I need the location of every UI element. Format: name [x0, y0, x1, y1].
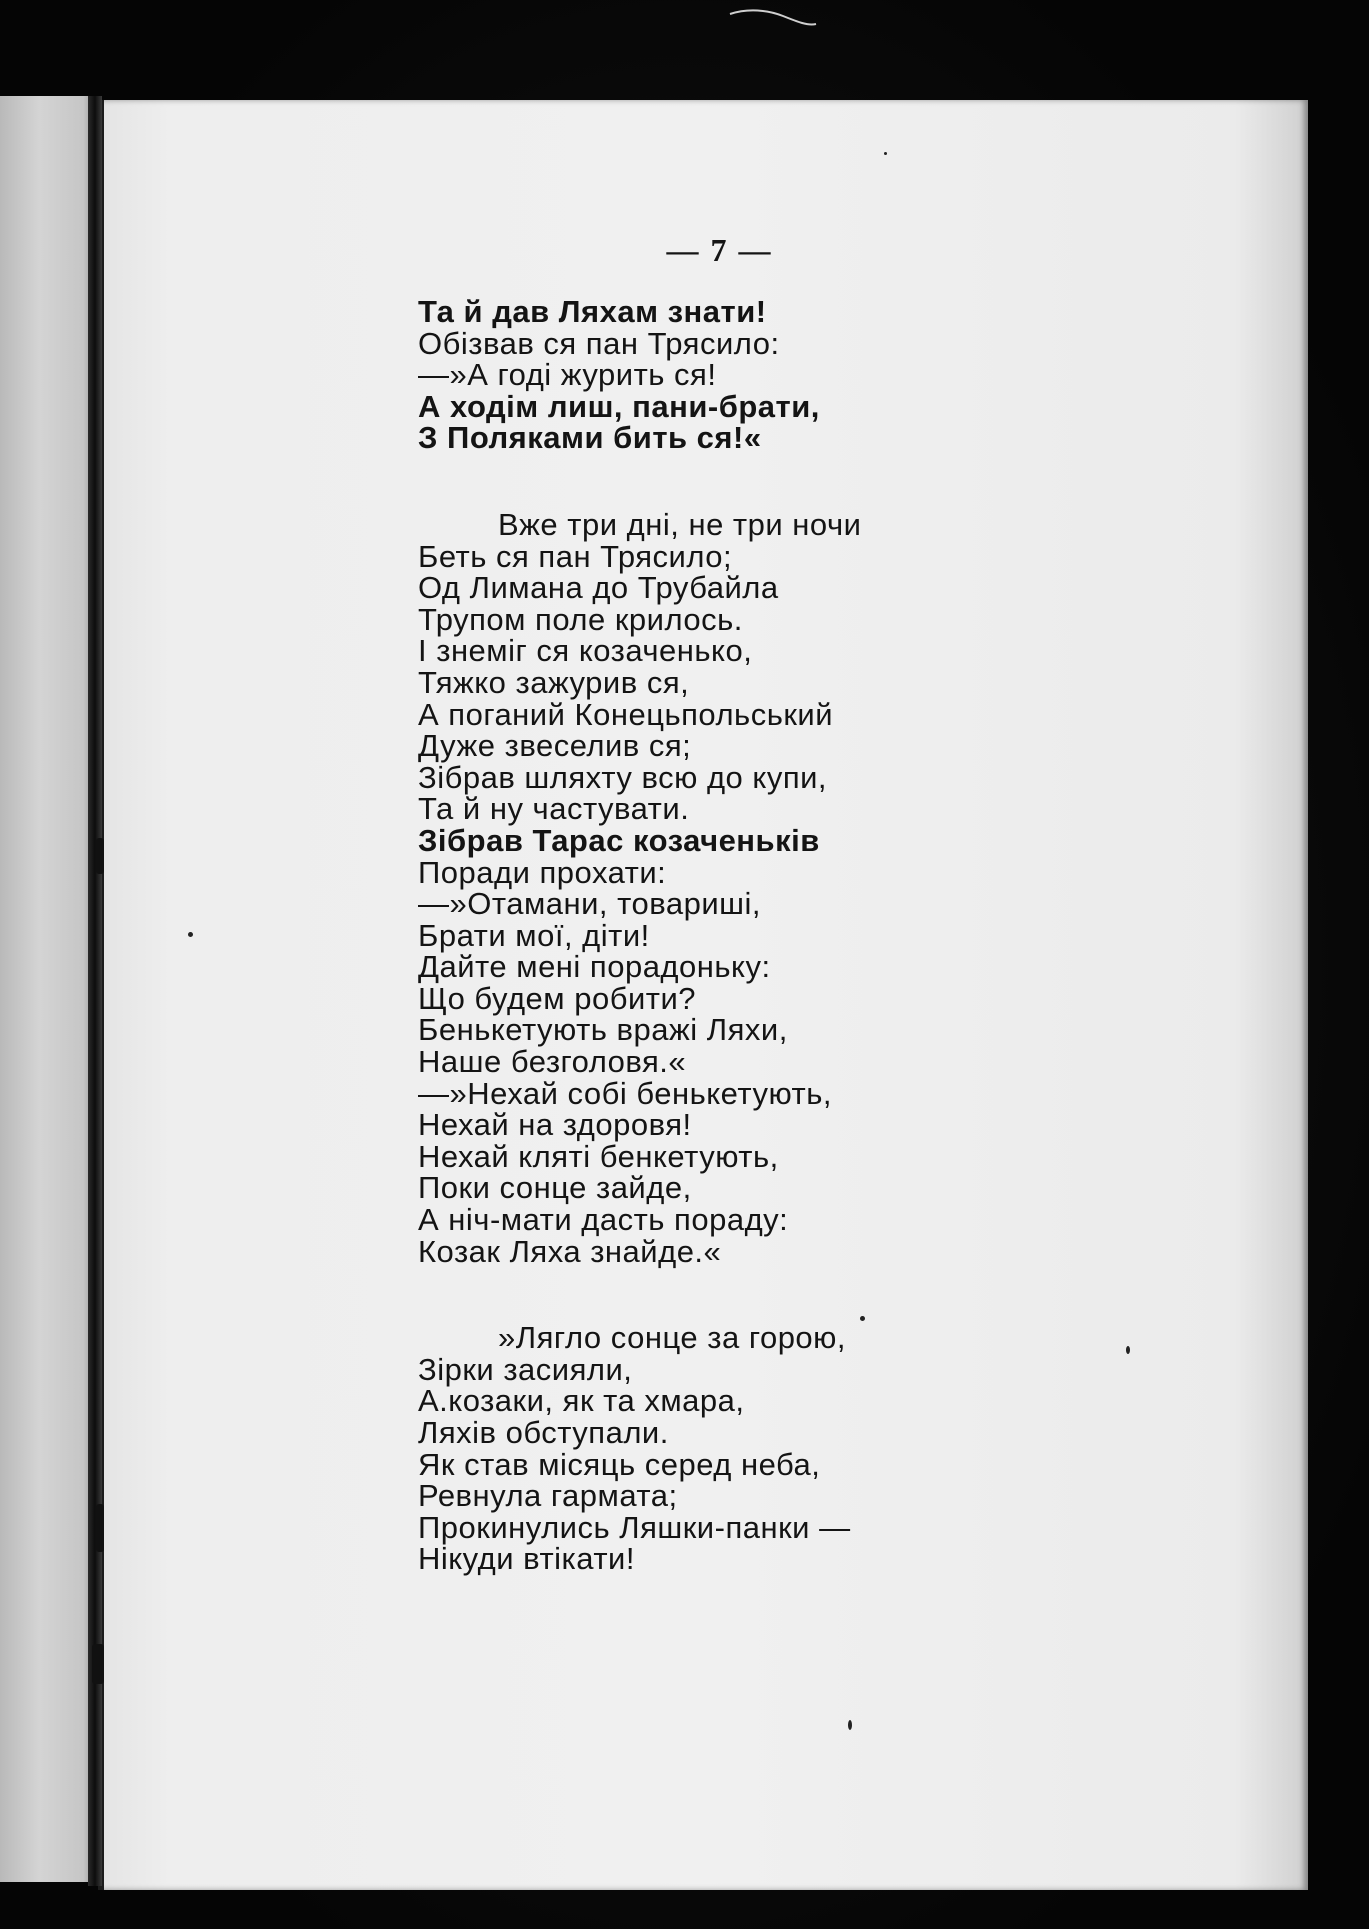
poem-line: Бенькетують вражі Ляхи, — [418, 1012, 788, 1048]
margin-mark — [96, 1504, 104, 1552]
poem-line: Зірки засияли, — [418, 1351, 633, 1387]
poem-line: Нехай кляті бенкетують, — [418, 1138, 779, 1174]
stanza — [418, 1322, 1298, 1575]
poem-text — [418, 296, 1298, 1575]
poem-line: —»Отамани, товариші, — [418, 886, 762, 922]
poem-line: Брати мої, діти! — [418, 917, 650, 953]
poem-line: Обізвав ся пан Трясило: — [418, 325, 780, 361]
stanza — [418, 296, 1298, 454]
poem-line: Дуже звеселив ся; — [418, 728, 692, 764]
poem-line: Як став місяць серед неба, — [418, 1446, 821, 1482]
poem-line: А поганий Конецьпольський — [418, 696, 834, 732]
poem-line: Зібрав шляхту всю до купи, — [418, 759, 828, 795]
poem-line: —»Нехай собі бенькетують, — [418, 1075, 832, 1111]
poem-line: Зібрав Тарас козаченьків — [418, 822, 820, 858]
poem-line: Ревнула гармата; — [418, 1478, 678, 1514]
margin-mark — [96, 838, 104, 874]
scan-speck — [848, 1720, 852, 1730]
poem-line: —»А годі журить ся! — [418, 357, 717, 393]
scan-speck — [188, 932, 193, 937]
poem-line: А ходім лиш, пани-брати, — [418, 388, 820, 424]
poem-line: Прокинулись Ляшки-панки — — [418, 1509, 851, 1545]
poem-line: Поради прохати: — [418, 854, 667, 890]
poem-line: Наше безголовя.« — [418, 1044, 687, 1080]
poem-line: Нікуди втікати! — [418, 1541, 635, 1577]
poem-line: Од Лимана до Трубайла — [418, 570, 779, 606]
poem-line: А.козаки, як та хмара, — [418, 1383, 745, 1419]
poem-line: І знеміг ся козаченько, — [418, 633, 753, 669]
poem-line: Трупом поле крилось. — [418, 601, 743, 637]
poem-line: Нехай на здоровя! — [418, 1107, 692, 1143]
poem-line: Та й ну частувати. — [418, 791, 690, 827]
poem-line: Вже три дні, не три ночи — [498, 506, 862, 542]
poem-line: »Лягло сонце за горою, — [498, 1320, 847, 1356]
poem-line: Козак Ляха знайде.« — [418, 1233, 722, 1269]
poem-line: Беть ся пан Трясило; — [418, 538, 733, 574]
poem-line: Поки сонце зайде, — [418, 1170, 692, 1206]
scan-speck — [884, 152, 887, 155]
stanza — [418, 506, 1298, 1269]
margin-mark — [92, 1644, 104, 1684]
poem-line: Та й дав Ляхам знати! — [418, 294, 767, 329]
poem-line: А ніч-мати дасть пораду: — [418, 1202, 789, 1238]
poem-line: З Поляками бить ся!« — [418, 420, 762, 456]
scan-artifact-squiggle — [728, 6, 818, 30]
page-number: — 7 — — [666, 232, 773, 268]
binding-crease — [88, 96, 102, 1886]
poem-line: Що будем робити? — [418, 980, 697, 1016]
poem-line: Ляхів обступали. — [418, 1415, 669, 1450]
poem-line: Дайте мені порадоньку: — [418, 949, 771, 985]
poem-line: Тяжко зажурив ся, — [418, 664, 690, 700]
facing-page-edge — [0, 96, 98, 1882]
